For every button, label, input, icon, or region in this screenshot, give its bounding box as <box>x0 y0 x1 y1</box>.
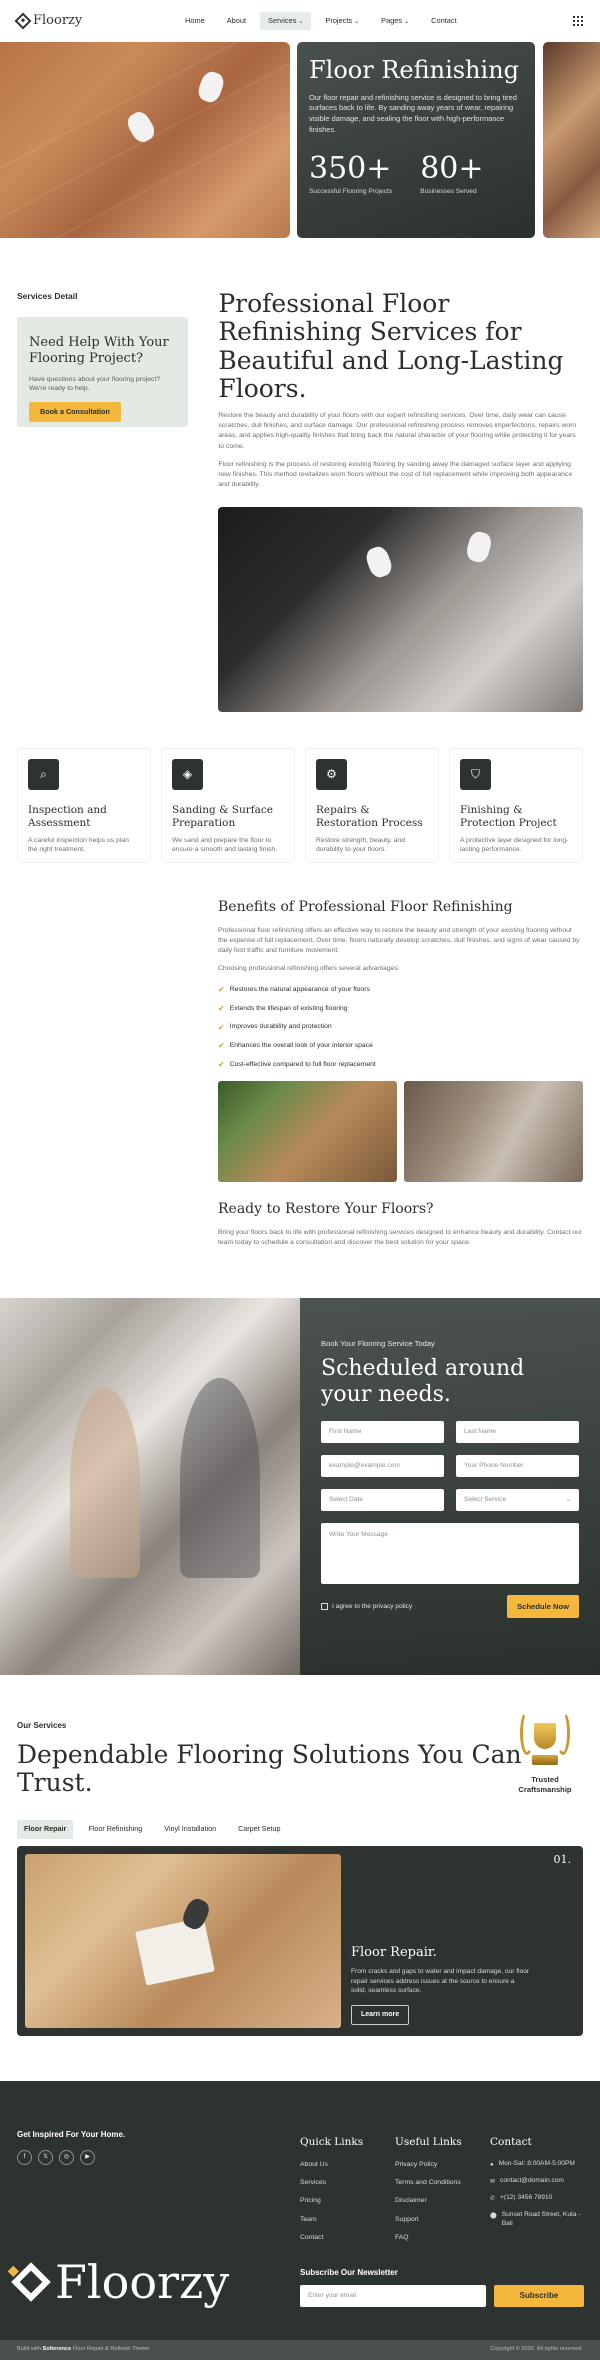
hero-image <box>0 42 290 238</box>
benefit-text: Enhances the overall look of your interior space <box>229 1042 373 1050</box>
process-card <box>17 748 151 863</box>
stat-label: Successful Flooring Projects <box>309 187 393 195</box>
service-placeholder: Select Service <box>464 1496 507 1503</box>
youtube-icon[interactable]: ▶ <box>80 2150 95 2165</box>
nav-about-label: About <box>226 15 247 25</box>
nav-services[interactable] <box>260 12 311 31</box>
privacy-checkbox[interactable] <box>321 1602 412 1612</box>
footer-link[interactable]: Privacy Policy <box>395 2160 438 2168</box>
instagram-icon[interactable]: ◎ <box>59 2150 74 2165</box>
date-field[interactable] <box>321 1489 444 1511</box>
address-text: Sunset Road Street, Kuta - Bali <box>501 2211 581 2227</box>
footer-link[interactable]: Disclaimer <box>395 2197 427 2205</box>
booking-section <box>0 1298 600 1675</box>
chevron-down-icon: ⌄ <box>354 18 360 25</box>
main-content <box>218 290 583 712</box>
benefit-text: Improves durability and protection <box>229 1023 332 1031</box>
newsletter <box>300 2267 584 2308</box>
check-icon: ✔ <box>218 1059 225 1069</box>
booking-label: Book Your Flooring Service Today <box>321 1339 435 1348</box>
nav-projects[interactable] <box>317 12 367 31</box>
credit-prefix: Build with <box>17 2346 41 2353</box>
footer-link[interactable]: FAQ <box>395 2234 409 2242</box>
booking-form <box>300 1298 600 1675</box>
panel-number: 01. <box>553 1852 571 1866</box>
benefits-list <box>218 984 583 1070</box>
service-tabs <box>17 1820 583 1838</box>
privacy-label: I agree to the privacy policy <box>332 1602 413 1610</box>
check-icon: ✔ <box>218 985 225 995</box>
tab-floor-repair[interactable]: Floor Repair <box>17 1820 73 1838</box>
help-text: Have questions about your flooring project? We're ready to help. <box>29 375 161 393</box>
hero <box>0 42 600 238</box>
trophy-badge <box>510 1711 580 1795</box>
nav-home[interactable] <box>177 12 213 31</box>
card-title: Repairs & Restoration Process <box>316 804 423 829</box>
logo-mark-icon <box>11 2262 51 2302</box>
inspection-icon: ⌕ <box>28 759 59 790</box>
nav-contact[interactable] <box>423 12 464 31</box>
process-card <box>449 748 583 863</box>
newsletter-title: Subscribe Our Newsletter <box>300 2267 398 2277</box>
chevron-down-icon: ⌄ <box>404 18 410 25</box>
footer-link[interactable]: Terms and Conditions <box>395 2179 461 2187</box>
form-row <box>321 1489 579 1511</box>
logo-text: Floorzy <box>33 12 83 28</box>
list-item <box>218 1003 583 1015</box>
date-placeholder: Select Date <box>329 1496 364 1503</box>
installing-photo <box>404 1081 583 1182</box>
subscribe-button[interactable]: Subscribe <box>494 2285 584 2307</box>
footer-link[interactable]: Team <box>300 2215 317 2223</box>
badge-label: Trusted Craftsmanship <box>518 1775 572 1794</box>
panel-title: Floor Repair. <box>351 1944 437 1960</box>
gears-icon: ⚙ <box>316 759 347 790</box>
clock-icon: ● <box>490 2161 494 2168</box>
hero-image-secondary <box>543 42 600 238</box>
sidebar <box>17 290 188 712</box>
message-field[interactable]: Write Your Message <box>321 1523 579 1584</box>
copyright-text: Copyright © 2026. All rights reserved. <box>490 2346 583 2353</box>
nav-projects-label: Projects <box>325 15 353 25</box>
tab-carpet-setup[interactable]: Carpet Setup <box>238 1824 281 1834</box>
schedule-now-button[interactable]: Schedule Now <box>507 1595 579 1618</box>
sanding-photo <box>218 1081 397 1182</box>
card-text: A protective layer designed for long-lasting performance. <box>460 836 569 854</box>
benefits-title: Benefits of Professional Floor Refinishing <box>218 899 513 916</box>
footer-link[interactable]: Support <box>395 2215 419 2223</box>
footer-columns <box>300 2135 590 2252</box>
list-item <box>218 1022 583 1034</box>
section-title: Dependable Flooring Solutions You Can Trust. <box>17 1739 522 1797</box>
trophy-icon <box>520 1711 570 1771</box>
tab-vinyl-installation[interactable]: Vinyl Installation <box>164 1824 217 1834</box>
email-field[interactable]: example@example.com <box>321 1455 444 1477</box>
intro-paragraph-2: Floor refinishing is the process of restoring existing flooring by sanding away the damaged surface layer and applying new finishes. This method revitalizes worn floors without the cost of full replacement while improving both appearance and durability. <box>218 460 573 489</box>
nav-home-label: Home <box>185 15 205 25</box>
benefit-text: Cost-effective compared to full floor replacement <box>229 1060 376 1068</box>
list-item <box>218 984 583 996</box>
ready-title: Ready to Restore Your Floors? <box>218 1201 434 1218</box>
list-item <box>218 1059 583 1071</box>
chevron-down-icon: ⌄ <box>298 18 304 25</box>
footer-link[interactable]: Services <box>300 2179 327 2187</box>
column-title: Quick Links <box>300 2135 364 2148</box>
x-icon[interactable]: 𝕏 <box>38 2150 53 2165</box>
intro-paragraph: Restore the beauty and durability of your floors with our expert refinishing services. Over time, daily wear can cause scratches, dull finishes, and surface damage. Our professional refinishing process removes imperfections, repairs worn areas, and applies high-quality finishes that bring back the natural character of your flooring while protecting it for years to come. <box>218 412 577 450</box>
book-consultation-button[interactable]: Book a Consultation <box>29 402 121 422</box>
list-item <box>218 1040 583 1052</box>
stat-label: Businesses Served <box>420 187 477 195</box>
stat-projects <box>309 150 393 197</box>
contact-email[interactable] <box>490 2177 590 2186</box>
footer-logo[interactable] <box>17 2254 230 2309</box>
hero-stats <box>309 150 523 197</box>
shield-icon: ⛉ <box>460 759 491 790</box>
floor-repair-photo <box>25 1854 341 2028</box>
page-title: Professional Floor Refinishing Services for Beautiful and Long-Lasting Floors. <box>218 289 564 403</box>
card-title: Finishing & Protection Project <box>460 804 557 829</box>
card-text: We sand and prepare the floor to ensure a smooth and lasting finish. <box>172 836 278 854</box>
card-title: Inspection and Assessment <box>28 804 107 829</box>
tab-floor-refinishing[interactable]: Floor Refinishing <box>88 1824 143 1834</box>
card-title: Sanding & Surface Preparation <box>172 804 274 829</box>
email-text: contact@domain.com <box>500 2176 564 2184</box>
sidebar-label: Services Detail <box>17 291 78 301</box>
phone-icon: ✆ <box>490 2195 496 2202</box>
nav-contact-label: Contact <box>431 15 457 25</box>
hero-description: Our floor repair and refinishing service is designed to bring tired surfaces back to life. By sanding away years of wear, repairing visible damage, and sealing the floor with high-performance finishes. <box>309 92 517 134</box>
form-row <box>321 1523 579 1584</box>
last-name-field[interactable]: Last Name <box>456 1421 579 1443</box>
contact-column <box>490 2135 590 2252</box>
stat-value: 350+ <box>309 150 392 186</box>
our-services <box>0 1675 600 2036</box>
help-title: Need Help With Your Flooring Project? <box>29 335 169 366</box>
location-icon: ⬤ <box>490 2213 497 2220</box>
service-panel <box>17 1846 583 2036</box>
check-icon: ✔ <box>218 1003 225 1013</box>
benefits-paragraph: Professional floor refinishing offers an effective way to restore the beauty and strength of your existing flooring without the expense of full replacement. Over time, floors naturally develop scratches, dull finishes, and signs of wear caused by daily foot traffic and furniture movement. <box>218 926 580 954</box>
benefits-intro: Choosing professional refinishing offers several advantages: <box>218 965 400 973</box>
benefit-text: Restores the natural appearance of your floors <box>229 986 370 994</box>
grid-menu-icon[interactable] <box>573 16 583 26</box>
hero-title: Floor Refinishing <box>309 56 520 84</box>
facebook-icon[interactable]: f <box>17 2150 32 2165</box>
check-icon: ✔ <box>218 1041 225 1051</box>
phone-text: +(12) 3456 78910 <box>500 2193 553 2201</box>
nav-services-label: Services <box>268 15 297 25</box>
benefits <box>0 863 600 1248</box>
useful-links <box>395 2135 490 2252</box>
contact-hours <box>490 2160 590 2169</box>
process-cards <box>0 712 600 863</box>
card-text: Restore strength, beauty, and durability to your floors. <box>316 836 406 854</box>
footer-link[interactable]: Pricing <box>300 2197 321 2205</box>
process-card <box>305 748 439 863</box>
column-title: Useful Links <box>395 2135 462 2148</box>
copyright-bar <box>0 2340 600 2360</box>
form-footer <box>321 1595 579 1618</box>
benefits-images <box>218 1081 583 1182</box>
hours-text: Mon-Sat: 8:00AM-5:00PM <box>498 2159 575 2167</box>
footer-logo-text: Floorzy <box>55 2254 230 2309</box>
booking-photo <box>0 1298 300 1675</box>
footer-tagline: Get Inspired For Your Home. <box>17 2129 126 2139</box>
panel-text: From cracks and gaps to water and impact damage, our floor repair services address issues at the source to ensure a solid, seamless surface. <box>351 1968 530 1995</box>
layers-icon: ◈ <box>172 759 203 790</box>
panel-body <box>351 1944 531 2026</box>
newsletter-row <box>300 2285 584 2307</box>
checkbox-box[interactable] <box>321 1603 328 1610</box>
first-name-field[interactable]: First Name <box>321 1421 444 1443</box>
footer-link[interactable]: About Us <box>300 2160 328 2168</box>
logo[interactable] <box>17 12 177 31</box>
service-detail <box>0 238 600 712</box>
nav-pages[interactable] <box>373 12 417 31</box>
refinishing-photo <box>218 507 583 712</box>
footer-link[interactable]: Contact <box>300 2234 324 2242</box>
benefit-text: Extends the lifespan of existing flooring <box>229 1004 348 1012</box>
site-header <box>0 0 600 42</box>
help-card <box>17 317 188 427</box>
newsletter-email-input[interactable]: Enter your email <box>300 2285 486 2307</box>
form-row <box>321 1421 579 1443</box>
stat-businesses <box>420 150 484 197</box>
card-text: A careful inspection helps us plan the right treatment. <box>28 836 129 854</box>
nav-pages-label: Pages <box>381 15 403 25</box>
main-nav <box>177 12 465 31</box>
credit-suffix: Floor Repair & Refinish Theme <box>72 2346 150 2353</box>
form-row <box>321 1455 579 1477</box>
contact-address <box>490 2211 590 2229</box>
process-card <box>161 748 295 863</box>
nav-about[interactable] <box>219 12 254 31</box>
credit-text <box>17 2345 149 2353</box>
logo-mark-icon <box>15 13 32 30</box>
chevron-down-icon: ⌄ <box>565 1496 571 1503</box>
check-icon: ✔ <box>218 1022 225 1032</box>
section-label: Our Services <box>17 1721 67 1730</box>
quick-links <box>300 2135 395 2252</box>
stat-value: 80+ <box>420 150 484 186</box>
hero-card <box>297 42 535 238</box>
column-title: Contact <box>490 2135 532 2148</box>
phone-field[interactable]: Your Phone Number <box>456 1455 579 1477</box>
learn-more-button[interactable]: Learn more <box>351 2005 409 2025</box>
mail-icon: ✉ <box>490 2178 496 2185</box>
booking-title: Scheduled around your needs. <box>321 1356 525 1408</box>
service-select[interactable] <box>456 1489 579 1511</box>
credit-brand[interactable]: Solterence <box>42 2346 72 2353</box>
contact-phone[interactable] <box>490 2194 590 2203</box>
ready-text: Bring your floors back to life with professional refinishing services designed to enhance beauty and durability. Contact our team today to schedule a consultation and discover the best solution for your space. <box>218 1228 583 1246</box>
